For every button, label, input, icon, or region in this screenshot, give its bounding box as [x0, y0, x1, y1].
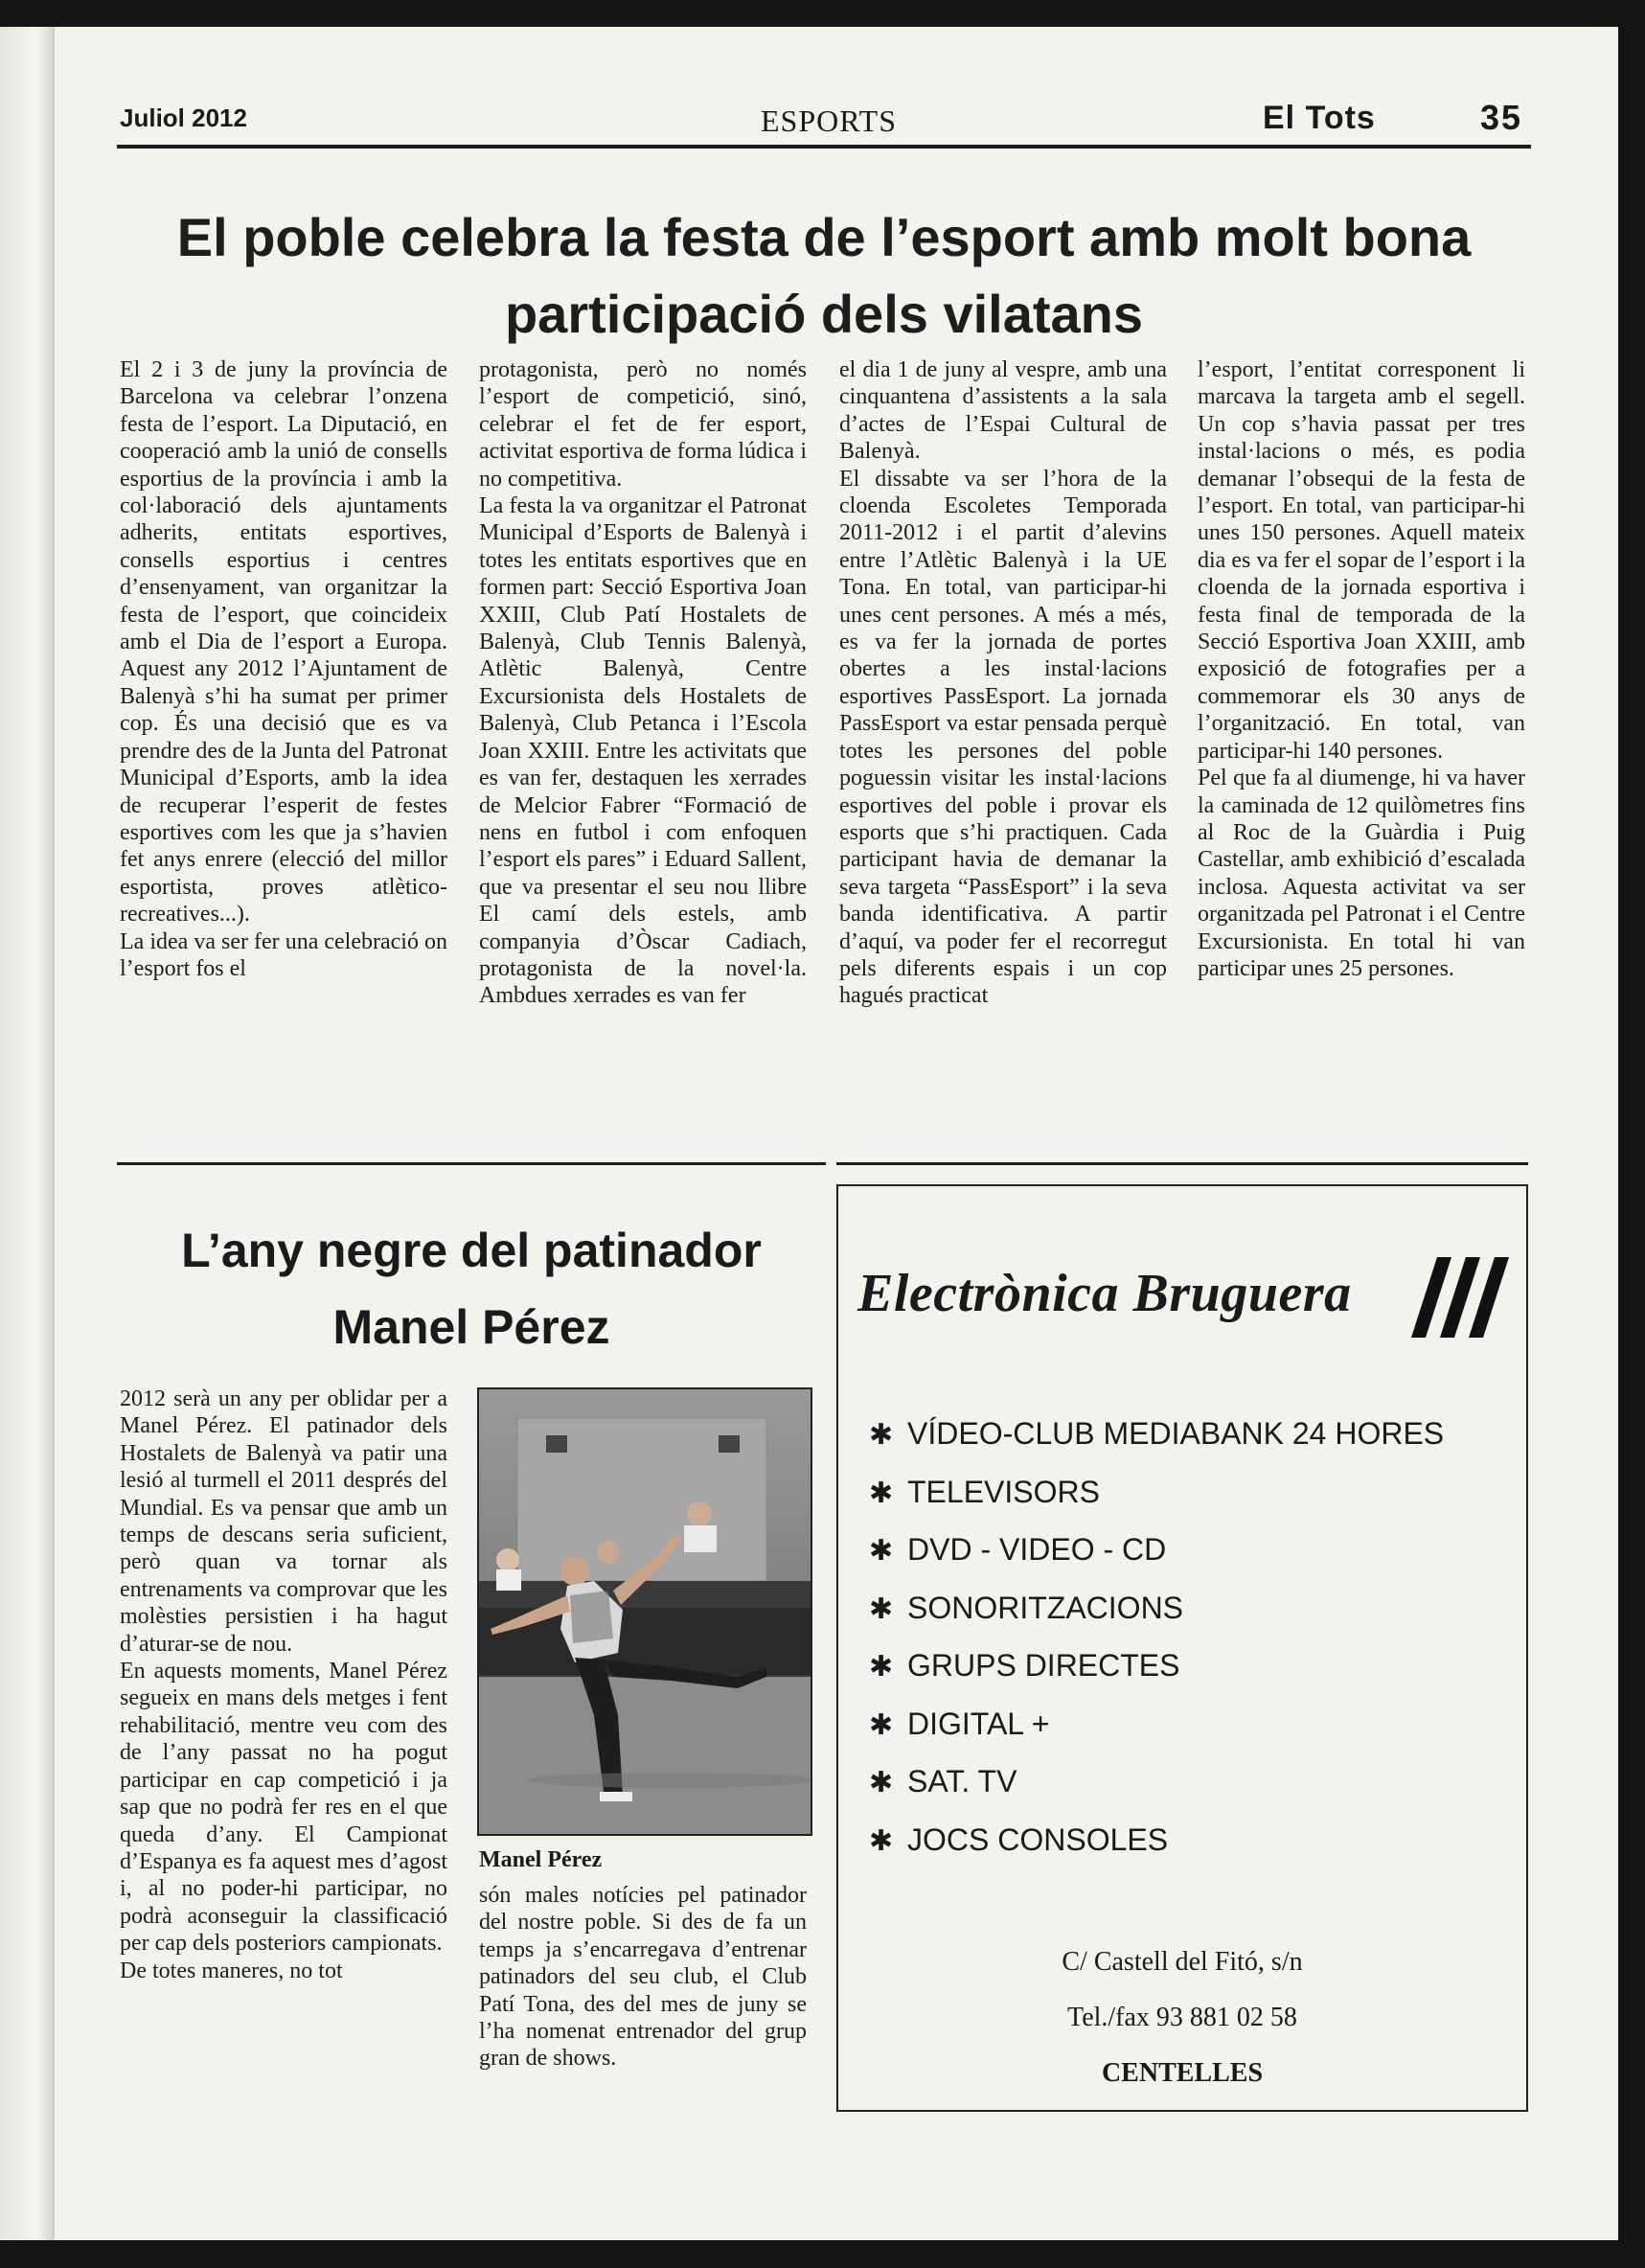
- article-column-2: protagonista, però no només l’esport de competició, sinó, celebrar el fet de fer esport, activitat esportiva de forma lúdica i no competitiva. La festa la va organitzar el Patronat Municipal d’Esports de Balenyà i totes les entitats esportives que en formen part: Secció Esportiva Joan XXIII, Club Patí Hostalets de Balenyà, Club Tennis Balenyà, Atlètic Balenyà, Centre Excursionista dels Hostalets de Balenyà, Club Petanca i l’Escola Joan XXIII. Entre les activitats que es van fer, destaquen les xerrades de Melcior Fabrer “Formació de nens en futbol i com enfoquen l’esport els pares” i Eduard Sallent, que va presentar el seu nou llibre El camí dels estels, amb companyia d’Òscar Cadiach, protagonista de la novel·la. Ambdues xerrades es van fer: [479, 357, 807, 1009]
- list-item: ✱ SONORITZACIONS: [869, 1579, 1520, 1638]
- article-column-4: l’esport, l’entitat corresponent li marcava la targeta amb el segell. Un cop s’havia passat per tres instal·lacions o més, es podia demanar l’obsequi de la festa de l’esport. En total, van participar-hi unes 150 persones. Aquell mateix dia es va fer el sopar de l’esport i la cloenda de la jornada esportiva i festa final de temporada de la Secció Esportiva Joan XXIII, amb exposició de fotografies per a commemorar els 30 anys de l’organització. En total, van participar-hi 140 persones. Pel que fa al diumenge, hi va haver la caminada de 12 quilòmetres fins al Roc de la Guàrdia i Puig Castellar, amb exhibició d’escalada inclosa. Aquesta activitat va ser organitzada pel Patronat i el Centre Excursionista. En total hi van participar unes 25 persones.: [1198, 357, 1525, 981]
- ad-address: C/ Castell del Fitó, s/n: [1062, 1947, 1303, 1977]
- brand-stripes-logo: [1394, 1253, 1509, 1340]
- list-item: ✱ VÍDEO-CLUB MEDIABANK 24 HORES: [869, 1405, 1520, 1463]
- list-item: ✱ GRUPS DIRECTES: [869, 1637, 1520, 1695]
- asterisk-icon: ✱: [869, 1419, 894, 1451]
- list-item: ✱ TELEVISORS: [869, 1463, 1520, 1522]
- asterisk-icon: ✱: [869, 1651, 894, 1683]
- article2-title-line1: L’any negre del patinador: [181, 1224, 762, 1277]
- article-title: El poble celebra la festa de l’esport amb molt bona participació dels vilatans: [176, 207, 1472, 344]
- asterisk-icon: ✱: [869, 1824, 894, 1857]
- ad-services-list: [869, 1405, 1520, 1868]
- article-column-1: El 2 i 3 de juny la província de Barcelona va celebrar l’onzena festa de l’esport. La Diputació, en cooperació amb la unió de consells esportius de la província i amb la col·laboració dels ajuntaments adherits, entitats esportives, consells esportius i centres d’ensenyament, van organitzar la festa de l’esport, que coincideix amb el Dia de l’esport a Europa. Aquest any 2012 l’Ajuntament de Balenyà s’hi ha sumat per primer cop. És una decisió que es va prendre des de la Junta del Patronat Municipal d’Esports, amb la idea de recuperar l’esperit de festes esportives com les que ja s’havien fet anys enrere (elecció del millor esportista, proves atlètico-recreatives...). La idea va ser fer una celebració on l’esport fos el: [120, 357, 447, 981]
- skater-photo-image: [479, 1389, 811, 1834]
- article2-column-2: són males notícies pel patinador del nostre poble. Si des de fa un temps ja s’encarregava d’entrenar patinadors del seu club, el Club Patí Tona, des del mes de juny se l’ha nomenat entrenador del grup gran de shows.: [479, 1883, 807, 2072]
- header-rule: [117, 145, 1531, 149]
- article2-title: [117, 1212, 826, 1365]
- list-item: ✱ JOCS CONSOLES: [869, 1811, 1520, 1869]
- article2-title-line2: Manel Pérez: [332, 1300, 610, 1354]
- asterisk-icon: ✱: [869, 1767, 894, 1798]
- header-date: Juliol 2012: [120, 103, 247, 132]
- asterisk-icon: ✱: [869, 1592, 894, 1625]
- ad-top-rule: [836, 1162, 1528, 1165]
- ad-brand: Electrònica Bruguera: [857, 1264, 1352, 1323]
- section-divider: [117, 1162, 826, 1165]
- photo-caption: Manel Pérez: [479, 1847, 603, 1872]
- skater-photo: [477, 1387, 812, 1836]
- ad-town: CENTELLES: [1101, 2058, 1264, 2088]
- header-section: ESPORTS: [760, 103, 897, 138]
- ad-phone: Tel./fax 93 881 02 58: [1067, 2003, 1297, 2032]
- facing-page-edge: [0, 27, 53, 2240]
- list-item: ✱ DVD - VIDEO - CD: [869, 1521, 1520, 1579]
- advertisement: [836, 1184, 1528, 2112]
- header-publication: El Tots: [1263, 100, 1376, 136]
- page-number: 35: [1480, 98, 1523, 137]
- article-column-3: el dia 1 de juny al vespre, amb una cinquantena d’assistents a la sala d’actes de l’Espai Cultural de Balenyà. El dissabte va ser l’hora de la cloenda Escoletes Temporada 2011-2012 i el partit d’alevins entre l’Atlètic Balenyà i la UE Tona. En total, van participar-hi unes cent persones. A més a més, es va fer la jornada de portes obertes a les instal·lacions esportives PassEsport. La jornada PassEsport va estar pensada perquè totes les persones del poble poguessin visitar les instal·lacions esportives del poble i provar els esports que s’hi practiquen. Cada participant havia de demanar la seva targeta “PassEsport” i la seva banda identificativa. A partir d’aquí, va poder fer el recorregut pels diferents espais i un cop hagués practicat: [839, 357, 1167, 1009]
- article2-column-1: 2012 serà un any per oblidar per a Manel Pérez. El patinador dels Hostalets de Balenyà va patir una lesió al turmell el 2011 després del Mundial. Es va pensar que amb un temps de descans seria suficient, però quan va tornar als entrenaments va comprovar que les molèsties persistien i ha hagut d’aturar-se de nou. En aquests moments, Manel Pérez segueix en mans dels metges i fent rehabilitació, mentre veu com des de l’any passat no ha pogut participar en cap competició i ja sap que no podrà fer res en el que queda d’any. El Campionat d’Espanya es fa aquest mes d’agost i, al no poder-hi participar, no podrà aconseguir la classificació per cap dels posteriors campionats. De totes maneres, no tot: [120, 1386, 447, 1983]
- asterisk-icon: ✱: [869, 1477, 894, 1509]
- list-item: ✱ DIGITAL +: [869, 1695, 1520, 1753]
- asterisk-icon: ✱: [869, 1708, 894, 1741]
- list-item: ✱ SAT. TV: [869, 1753, 1520, 1811]
- asterisk-icon: ✱: [869, 1535, 894, 1567]
